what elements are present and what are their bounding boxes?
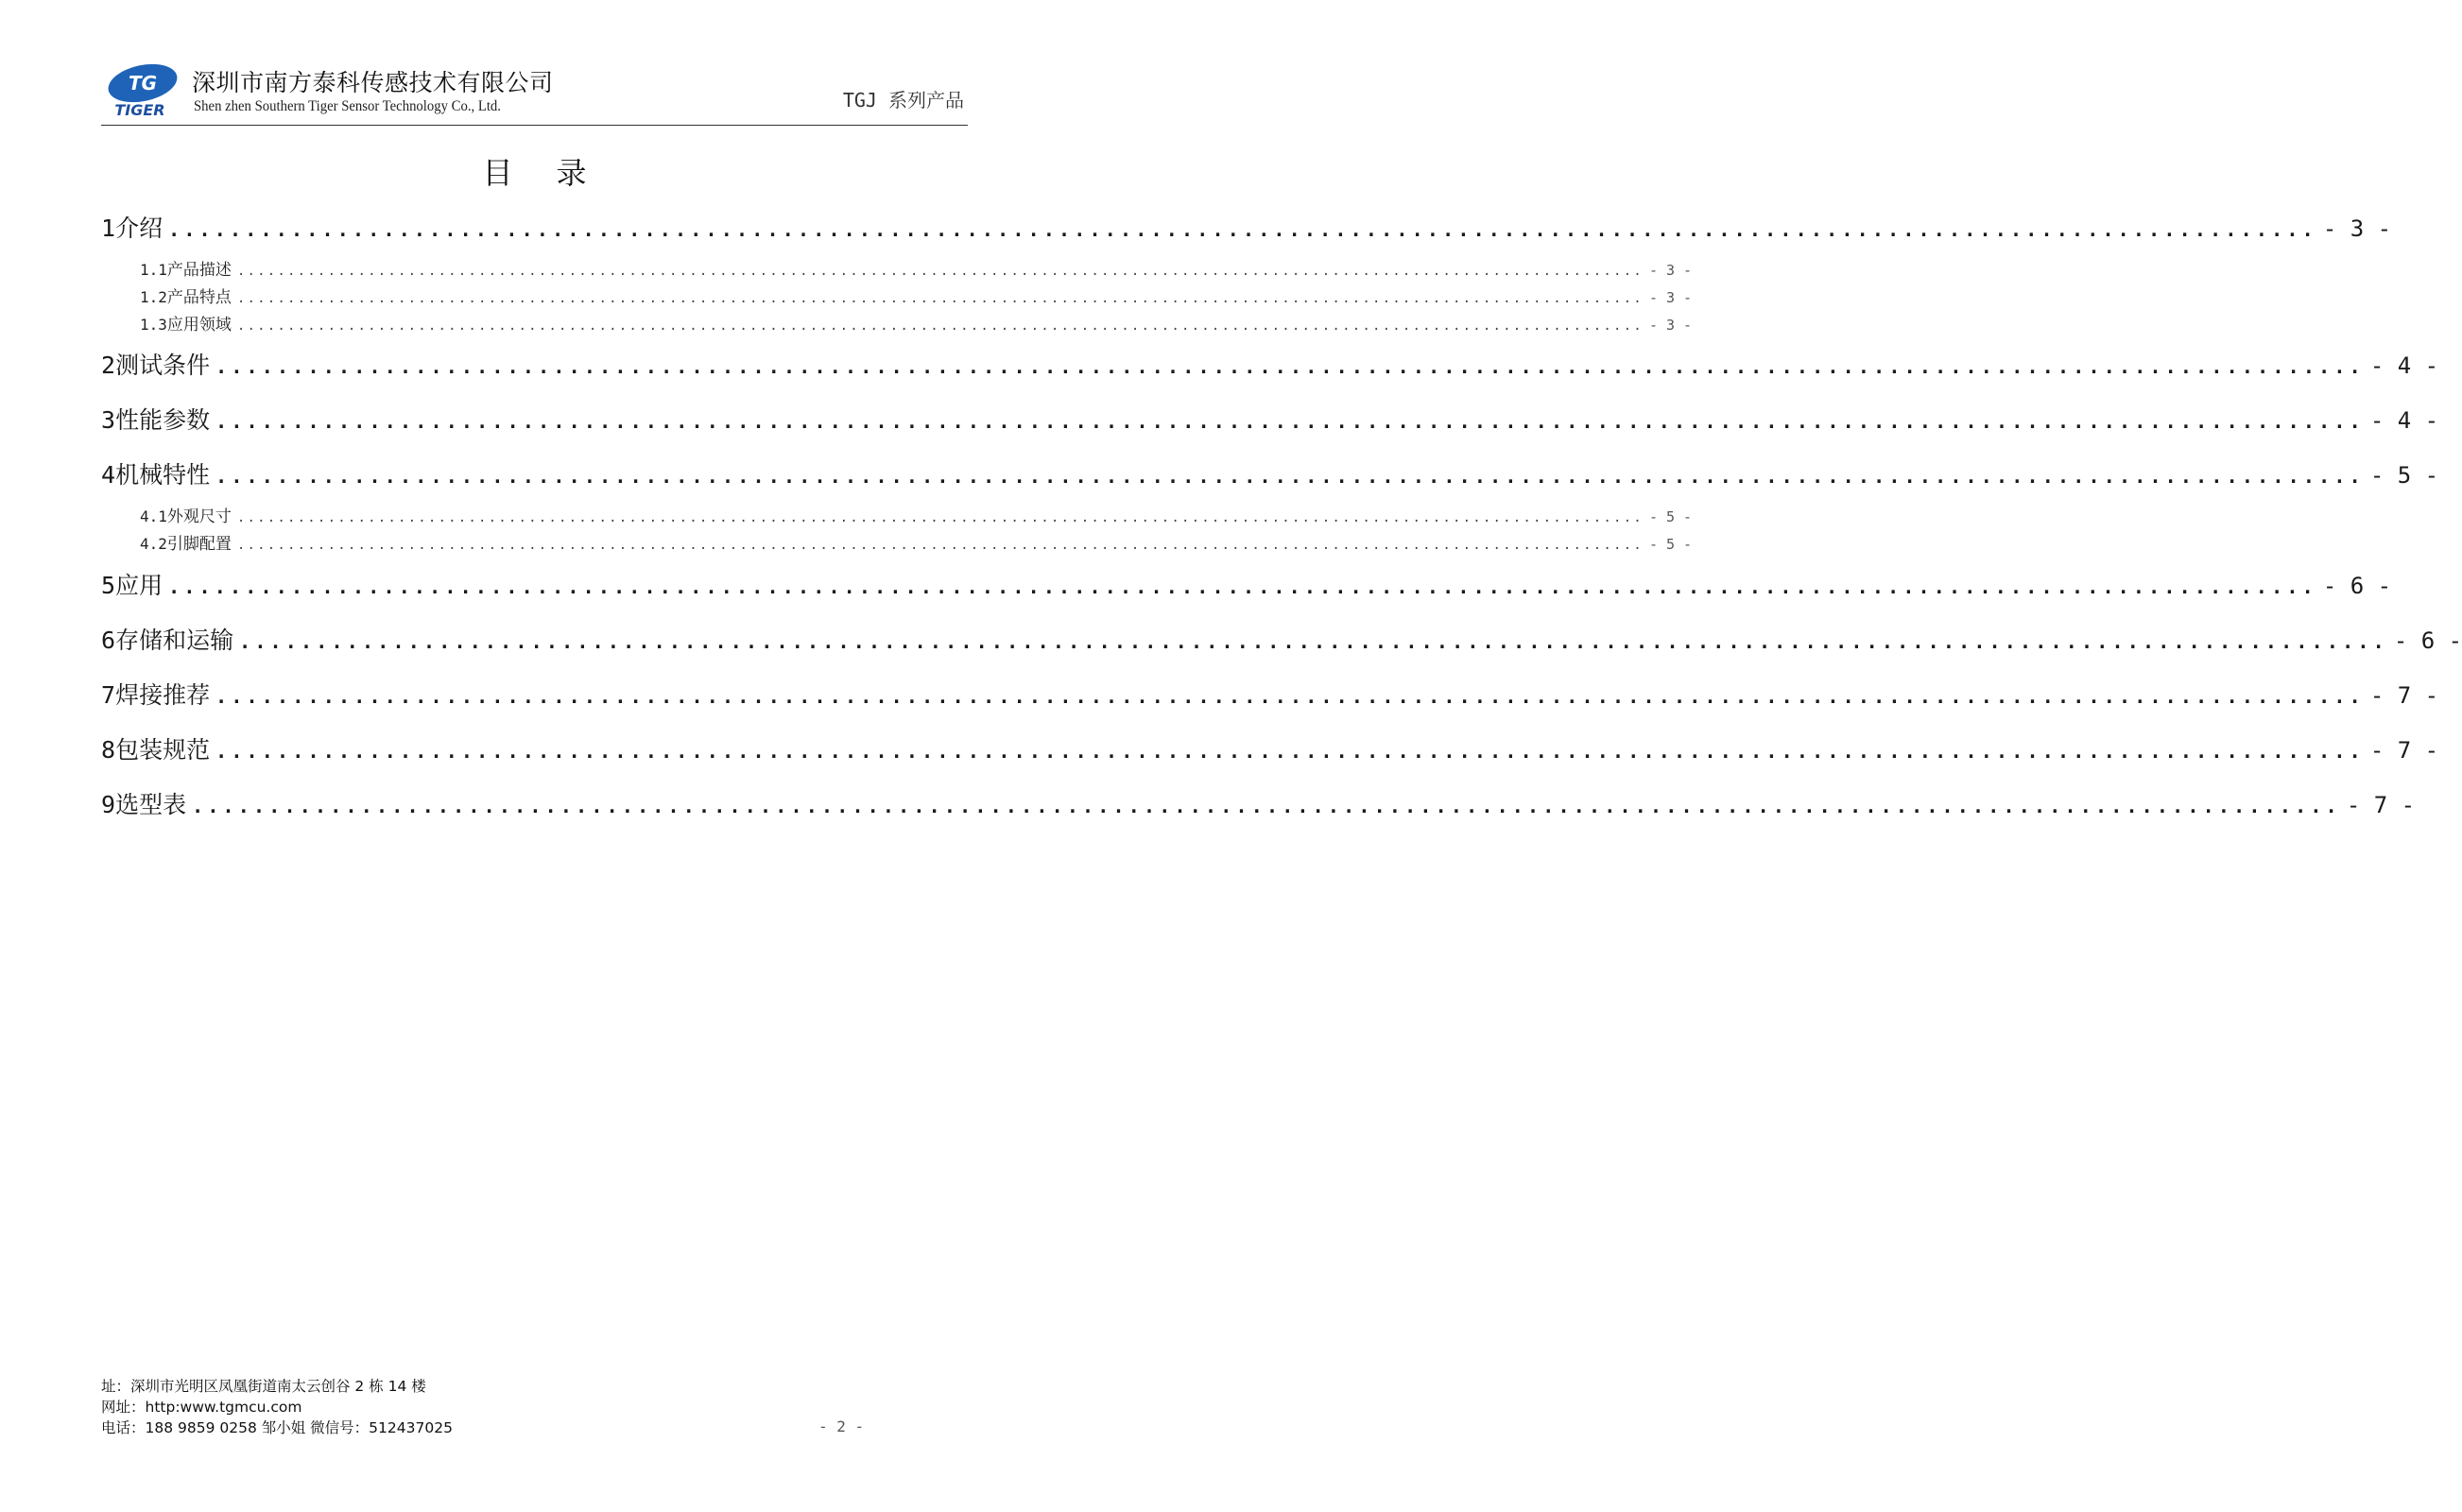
toc-entry-page: - 3 - xyxy=(1648,262,1693,279)
toc-dot-leader: ............................................................................................................................................ xyxy=(215,465,2365,488)
toc-entry-title: 性能参数 xyxy=(115,406,211,434)
tiger-logo-icon xyxy=(101,60,179,119)
toc-entry-title: 包装规范 xyxy=(115,736,211,764)
toc-entry-number: 8 xyxy=(101,736,116,764)
toc-entry[interactable] xyxy=(101,677,2439,711)
toc-entry-title: 外观尺寸 xyxy=(166,507,232,526)
toc-dot-leader: ............................................................................................................................................ xyxy=(215,685,2365,708)
toc-subentry[interactable] xyxy=(101,503,1693,527)
toc-entry-title: 引脚配置 xyxy=(166,535,232,554)
toc-dot-leader: ............................................................................................................................................ xyxy=(236,510,1644,525)
page-header xyxy=(101,59,968,126)
toc-entry-title: 应用 xyxy=(115,572,164,599)
toc-dot-leader: ............................................................................................................................................ xyxy=(236,291,1644,306)
toc-entry-title: 焊接推荐 xyxy=(115,681,211,709)
toc-entry[interactable] xyxy=(101,731,2439,765)
toc-entry-page: - 7 - xyxy=(2346,792,2416,818)
toc-entry-page: - 5 - xyxy=(2369,462,2439,489)
toc-entry-number: 3 xyxy=(101,406,116,434)
toc-entry-page: - 6 - xyxy=(2322,573,2392,599)
toc-entry[interactable] xyxy=(101,786,2416,820)
footer-contact: 电话：188 9859 0258 邹小姐 微信号：512437025 xyxy=(101,1419,453,1436)
toc-entry-number: 4.2 xyxy=(140,535,167,553)
footer-website: 网址：http:www.tgmcu.com xyxy=(101,1399,302,1416)
toc-entry[interactable] xyxy=(101,402,2439,436)
toc-subentry[interactable] xyxy=(101,530,1693,555)
toc-dot-leader: ............................................................................................................................................ xyxy=(168,576,2317,598)
toc-entry-page: - 5 - xyxy=(1648,536,1693,553)
svg-text:TG: TG xyxy=(128,72,158,94)
toc-entry[interactable] xyxy=(101,347,2439,381)
toc-dot-leader: ............................................................................................................................................ xyxy=(215,410,2365,433)
toc-entry-number: 5 xyxy=(101,572,116,599)
toc-entry-title: 存储和运输 xyxy=(115,627,234,654)
toc-entry-number: 2 xyxy=(101,352,116,379)
toc-entry-number: 6 xyxy=(101,627,116,654)
toc-entry-title: 应用领域 xyxy=(166,316,232,335)
toc-entry-title: 机械特性 xyxy=(115,461,211,489)
toc-entry-title: 选型表 xyxy=(115,791,187,818)
toc-entry-number: 1 xyxy=(101,215,116,242)
company-name-en: Shen zhen Southern Tiger Sensor Technology Co., Ltd. xyxy=(194,98,501,114)
toc-entry-title: 测试条件 xyxy=(115,352,211,379)
toc-entry-page: - 4 - xyxy=(2369,352,2439,379)
toc-entry-number: 1.2 xyxy=(140,288,167,306)
toc-subentry[interactable] xyxy=(101,256,1693,281)
company-name-cn: 深圳市南方泰科传感技术有限公司 xyxy=(192,69,554,96)
toc-dot-leader: ............................................................................................................................................ xyxy=(192,795,2341,817)
toc-entry-number: 9 xyxy=(101,791,116,818)
page-footer xyxy=(101,1376,453,1438)
toc-entry-page: - 7 - xyxy=(2369,682,2439,709)
toc-entry-page: - 4 - xyxy=(2369,407,2439,434)
toc-entry[interactable] xyxy=(101,210,2392,244)
toc-dot-leader: ............................................................................................................................................ xyxy=(215,740,2365,763)
toc-entry-number: 7 xyxy=(101,681,116,709)
toc-entry-page: - 3 - xyxy=(1648,317,1693,334)
toc-entry-page: - 5 - xyxy=(1648,508,1693,525)
svg-text:TIGER: TIGER xyxy=(114,101,165,119)
footer-address: 址：深圳市光明区凤凰街道南太云创谷 2 栋 14 楼 xyxy=(101,1378,426,1395)
toc-entry-page: - 6 - xyxy=(2393,627,2462,654)
toc-entry-title: 产品特点 xyxy=(166,288,232,307)
toc-entry[interactable] xyxy=(101,622,2462,656)
toc-entry[interactable] xyxy=(101,456,2439,490)
toc-entry-page: - 3 - xyxy=(1648,289,1693,306)
toc-entry-number: 4.1 xyxy=(140,507,167,525)
page-number: - 2 - xyxy=(818,1418,865,1435)
product-series-label: TGJ 系列产品 xyxy=(842,89,964,112)
toc-dot-leader: ............................................................................................................................................ xyxy=(239,630,2388,653)
toc-dot-leader: ............................................................................................................................................ xyxy=(236,538,1644,553)
toc-dot-leader: ............................................................................................................................................ xyxy=(236,318,1644,334)
toc-dot-leader: ............................................................................................................................................ xyxy=(215,355,2365,378)
toc-entry-number: 4 xyxy=(101,461,116,489)
toc-subentry[interactable] xyxy=(101,311,1693,335)
toc-entry-number: 1.3 xyxy=(140,316,167,334)
toc-entry-page: - 3 - xyxy=(2322,215,2392,242)
toc-dot-leader: ............................................................................................................................................ xyxy=(236,264,1644,279)
toc-entry-page: - 7 - xyxy=(2369,737,2439,764)
toc-entry-title: 产品描述 xyxy=(166,261,232,280)
toc-subentry[interactable] xyxy=(101,284,1693,308)
toc-title: 目录 xyxy=(482,155,630,191)
toc-entry-title: 介绍 xyxy=(115,215,164,242)
toc-entry-number: 1.1 xyxy=(140,261,167,279)
toc-dot-leader: ............................................................................................................................................ xyxy=(168,218,2317,241)
toc-entry[interactable] xyxy=(101,567,2392,601)
